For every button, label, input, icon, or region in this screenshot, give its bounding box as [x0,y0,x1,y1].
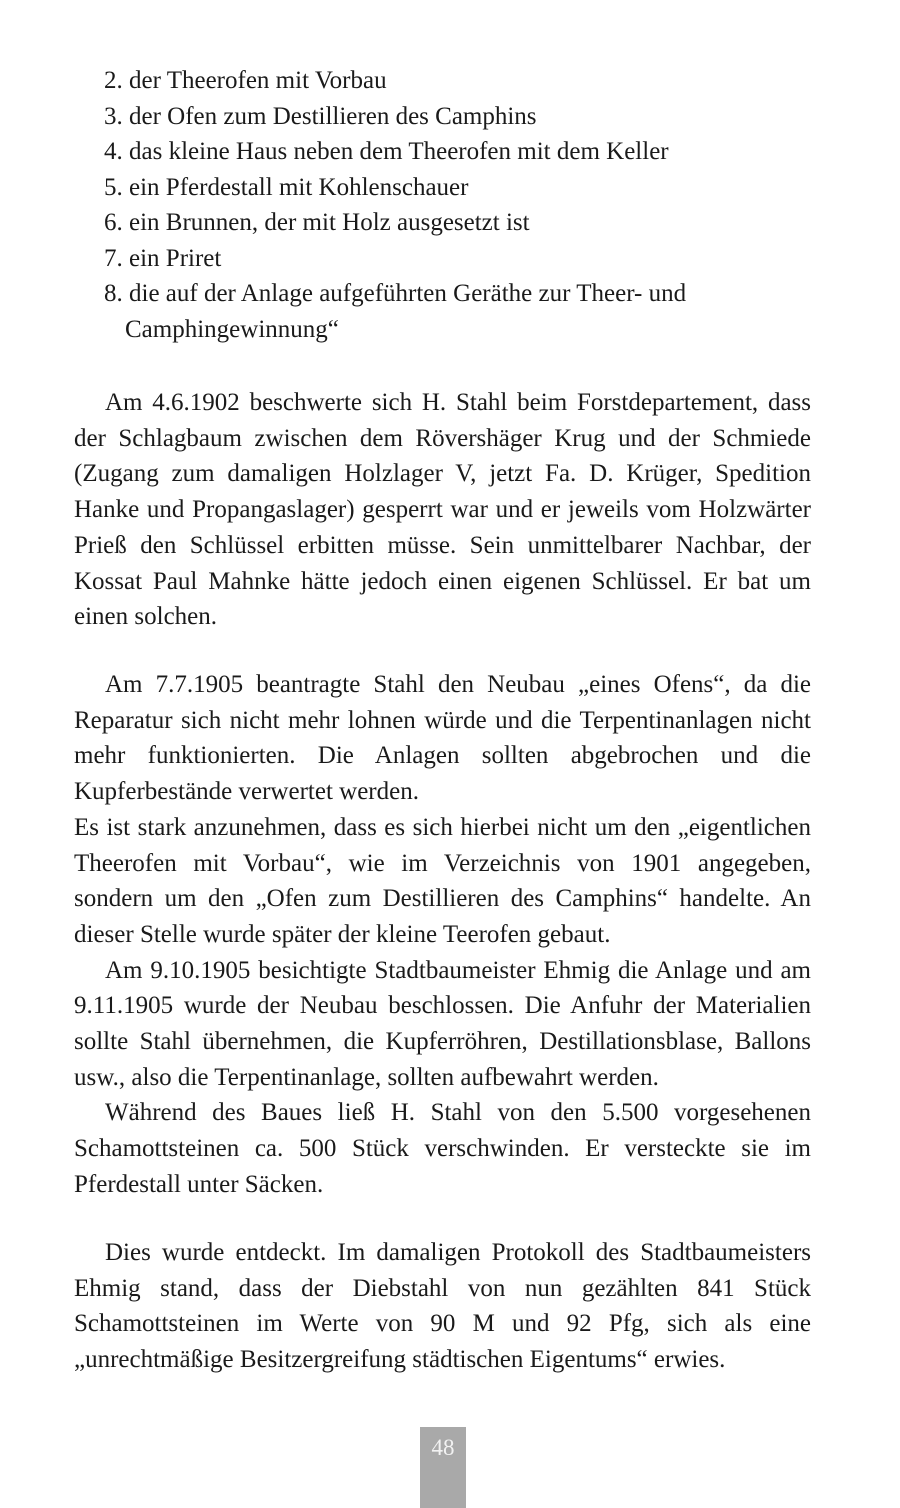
paragraph: Am 4.6.1902 beschwerte sich H. Stahl beim Forstdepartement, dass der Schlagbaum zwischen dem Rövershäger Krug und der Schmiede (Zugang zum damaligen Holzlager V, jetzt Fa. D. Krüger, Spedition Hanke und Propangaslager) gesperrt war und er jeweils vom Holzwärter Prieß den Schlüssel erbitten müsse. Sein unmittelbarer Nachbar, der Kossat Paul Mahnke hätte jedoch einen eigenen Schlüssel. Er bat um einen solchen. [74,389,811,631]
paragraph: Am 9.10.1905 besichtigte Stadtbaumeister Ehmig die Anlage und am 9.11.1905 wurde der Neubau beschlossen. Die Anfuhr der Materialien sollte Stahl übernehmen, die Kupferröhren, Destillationsblase, Ballons usw., also die Terpentinanlage, sollten aufbewahrt werden. [74,956,811,1091]
paragraph-block-1 [74,385,811,635]
paragraph: Dies wurde entdeckt. Im damaligen Protokoll des Stadtbaumeisters Ehmig stand, dass der Diebstahl von nun gezählten 841 Stück Schamottsteinen im Werte von 90 M und 92 Pfg, sich als eine „unrechtmäßige Besitzergreifung städtischen Eigentums“ erwies. [74,1239,811,1374]
list-item: 7. ein Priret [104,244,222,272]
list-item: 4. das kleine Haus neben dem Theerofen mit dem Keller [104,138,669,165]
inventory-list [104,63,824,347]
list-item: 6. ein Brunnen, der mit Holz ausgesetzt ist [104,209,530,236]
list-item: 3. der Ofen zum Destillieren des Camphins [104,102,537,130]
paragraph: Es ist stark anzunehmen, dass es sich hierbei nicht um den „eigentlichen Theerofen mit Vorbau“, wie im Verzeichnis von 1901 angegeben, sondern um den „Ofen zum Destillieren des Camphins“ handelte. An dieser Stelle wurde später der kleine Teerofen gebaut. [74,813,811,948]
page-number: 48 [431,1435,455,1460]
list-item-continuation: Camphingewinnung“ [125,315,339,343]
list-item: 8. die auf der Anlage aufgeführten Geräthe zur Theer- und [104,280,687,307]
paragraph: Während des Baues ließ H. Stahl von den 5.500 vorgesehenen Schamottsteinen ca. 500 Stück verschwinden. Er versteckte sie im Pferdestall unter Säcken. [74,1099,811,1198]
paragraph-block-3 [74,1235,811,1378]
paragraph-block-2 [74,667,811,1203]
list-item: 5. ein Pferdestall mit Kohlenschauer [104,173,469,201]
list-item: 2. der Theerofen mit Vorbau [104,67,387,94]
paragraph: Am 7.7.1905 beantragte Stahl den Neubau „eines Ofens“, da die Reparatur sich nicht mehr lohnen würde und die Terpentinanlagen nicht mehr funktionierten. Die Anlagen sollten abgebrochen und die Kupferbestände verwertet werden. [74,671,811,806]
page-number-tab [420,1427,466,1508]
